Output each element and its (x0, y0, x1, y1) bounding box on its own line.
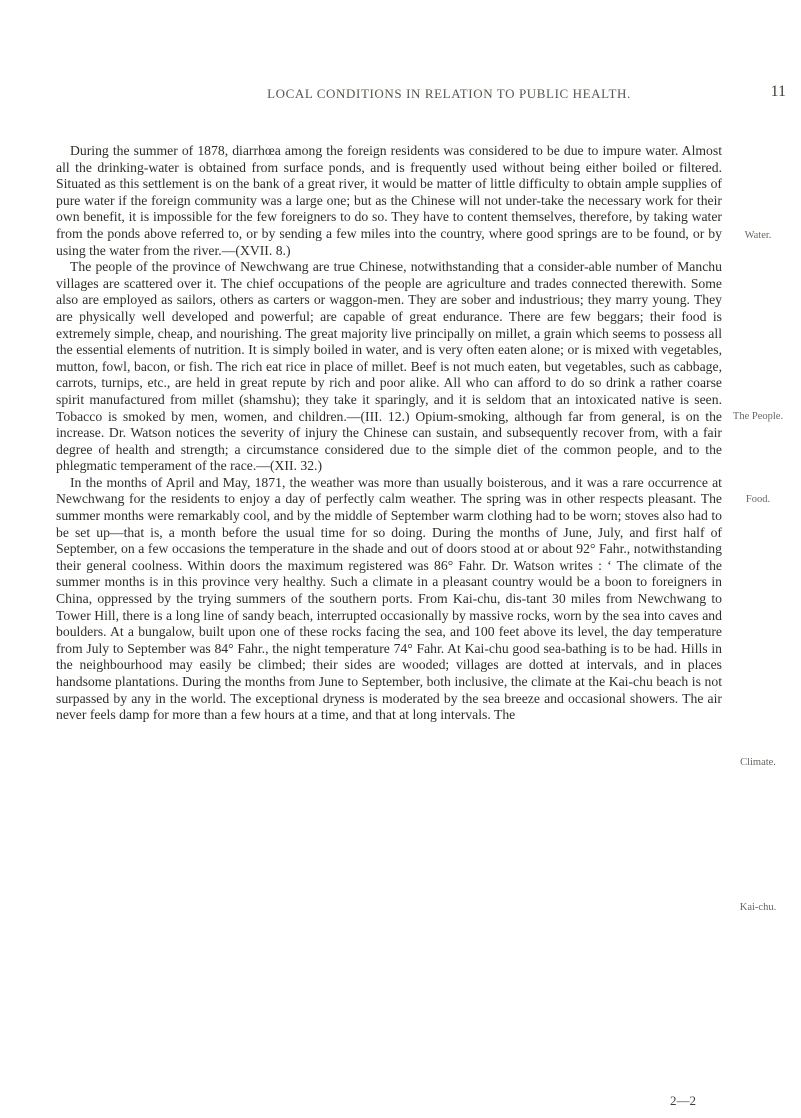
page-header (112, 83, 786, 108)
sidenote-food: Food. (745, 494, 771, 505)
signature-mark: 2—2 (670, 1093, 696, 1108)
running-head: LOCAL CONDITIONS IN RELATION TO PUBLIC HEALTH. (267, 86, 631, 101)
sidenote-people: The People. (732, 411, 784, 422)
paragraph-people: The people of the province of Newchwang are true Chinese, notwithstanding that a consider-able number of Manchu villages are scattered over it. The chief occupations of the people are agriculture and trades connected therewith. Some also are employed as sailors, others as carters or waggon-men. They are sober and industrious; they marry young. They are physically well developed and powerful; are capable of great endurance. There are few beggars; their food is extremely simple, cheap, and nourishing. The great majority live principally on millet, a grain which seems to possess all the essential elements of nutrition. It is simply boiled in water, and is very often eaten alone; or is mixed with vegetables, mutton, fowl, bacon, or fish. The rich eat rice in place of millet. Beef is not much eaten, but vegetables, such as cabbage, carrots, turnips, etc., are held in great repute by rich and poor alike. All who can afford to do so drink a rather coarse spirit manufactured from millet (shamshu); they take it sparingly, and it is seldom that an intoxicated native is seen. Tobacco is smoked by men, women, and children.—(III. 12.) Opium-smoking, although far from general, is on the increase. Dr. Watson notices the severity of injury the Chinese can sustain, and subsequently recover from, with a fair degree of health and strength; a circumstance considered due to the simple diet of the common people, and to the phlegmatic temperament of the race.—(XII. 32.) (56, 259, 722, 474)
paragraph-water: During the summer of 1878, diarrhœa among the foreign residents was considered to be due to impure water. Almost all the drinking-water is obtained from surface ponds, and is frequently used without being either boiled or filtered. Situated as this settlement is on the bank of a great river, it would be matter of little difficulty to obtain ample supplies of pure water if the foreign community was a large one; but as the Chinese will not under-take the necessary work for their own benefit, it is impossible for the few foreigners to do so. They have to content themselves, therefore, by taking water from the ponds above referred to, or by sending a few miles into the country, where good springs are to be found, or by using the water from the river.—(XVII. 8.) (56, 143, 722, 258)
body-text (56, 143, 722, 724)
page-number: 11 (770, 83, 786, 100)
sidenote-kai-chu: Kai-chu. (739, 902, 777, 913)
sidenote-climate: Climate. (740, 757, 776, 768)
paragraph-climate: In the months of April and May, 1871, the weather was more than usually boisterous, and it was a rare occurrence at Newchwang for the residents to enjoy a day of perfectly calm weather. The spring was in other respects pleasant. The summer months were remarkably cool, and by the middle of September warm clothing had to be worn; stoves also had to be set up—that is, a month before the usual time for so doing. During the months of June, July, and first half of September, on a few occasions the temperature in the shade and out of doors stood at or about 92° Fahr., notwithstanding their general coolness. Within doors the maximum registered was 86° Fahr. Dr. Watson writes : ‘ The climate of the summer months is in this province very healthy. Such a climate in a pleasant country would be a boon to foreigners in China, oppressed by the trying summers of the southern ports. From Kai-chu, dis-tant 30 miles from Newchwang to Tower Hill, there is a long line of sandy beach, interrupted occasionally by massive rocks, worn by the sea into caves and boulders. At a bungalow, built upon one of these rocks facing the sea, and 100 feet above its level, the day temperature from July to September was 84° Fahr., the night temperature 74° Fahr. At Kai-chu good sea-bathing is to be had. Hills in the neighbourhood may easily be climbed; their sides are wooded; villages are dotted at intervals, and in places handsome plantations. During the months from June to September, both inclusive, the climate at the Kai-chu beach is not surpassed by any in the world. The exceptional dryness is moderated by the sea breeze and occasional showers. The air never feels damp for more than a few hours at a time, and that at long intervals. The (56, 474, 722, 723)
sidenote-water: Water. (744, 230, 772, 241)
